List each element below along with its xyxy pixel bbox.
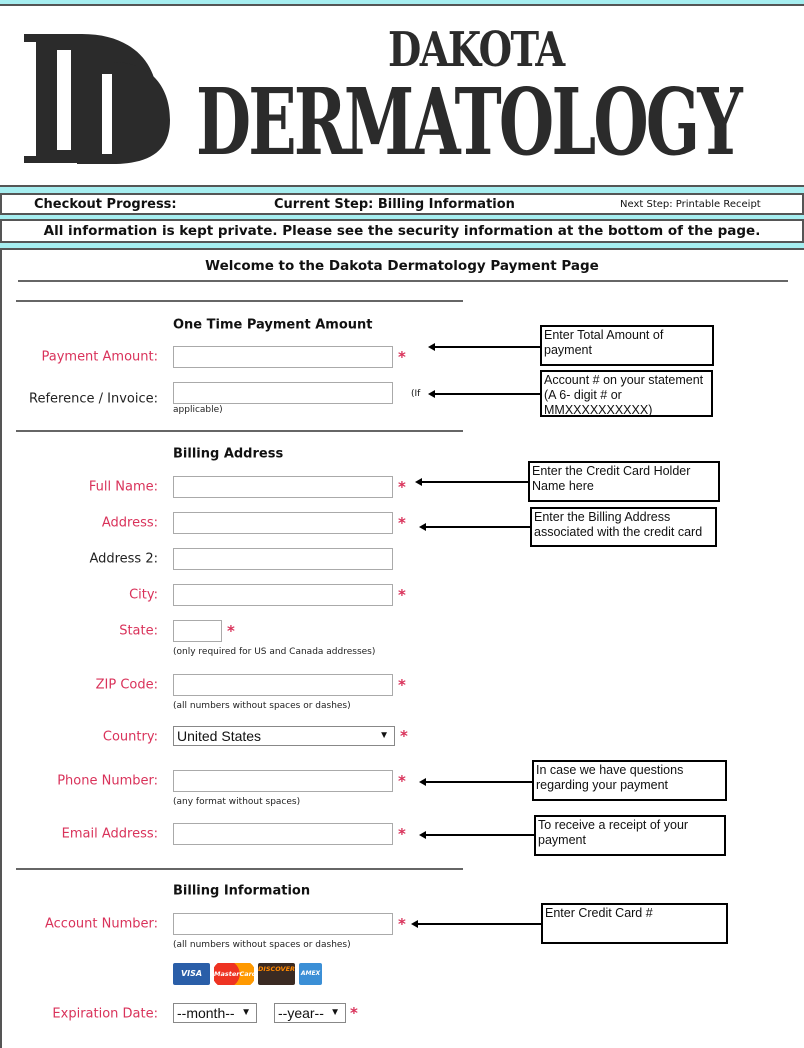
state-hint: (only required for US and Canada addresses): [173, 647, 376, 657]
phone-label: Phone Number:: [57, 773, 158, 789]
expiration-month-select[interactable]: [173, 1003, 257, 1023]
amex-card-icon: AMEX: [299, 963, 322, 985]
city-label: City:: [129, 587, 158, 603]
arrow-icon: [421, 834, 534, 836]
email-input[interactable]: [173, 823, 393, 845]
callout-reference: Account # on your statement (A 6- digit # or MMXXXXXXXXXX): [540, 370, 713, 417]
payment-amount-label: Payment Amount:: [41, 349, 158, 365]
dd-monogram-icon: [22, 28, 172, 168]
required-marker: *: [350, 1004, 358, 1022]
reference-input[interactable]: [173, 382, 393, 404]
required-marker: *: [400, 727, 408, 745]
section-divider: [16, 868, 463, 870]
full-name-input[interactable]: [173, 476, 393, 498]
country-label: Country:: [102, 729, 158, 745]
arrow-icon: [421, 526, 530, 528]
country-select[interactable]: [173, 726, 395, 746]
required-marker: *: [398, 915, 406, 933]
zip-hint: (all numbers without spaces or dashes): [173, 701, 351, 711]
next-step: Next Step: Printable Receipt: [620, 199, 761, 210]
callout-address: Enter the Billing Address associated with the credit card: [530, 507, 717, 547]
brand-line-2: DERMATOLOGY: [196, 68, 740, 176]
checkout-progress-bar: [0, 193, 804, 215]
full-name-label: Full Name:: [88, 479, 158, 495]
required-marker: *: [398, 478, 406, 496]
required-marker: *: [398, 514, 406, 532]
dropdown-arrow-icon: ▼: [330, 1007, 340, 1018]
arrow-icon: [430, 393, 540, 395]
reference-hint: (If: [411, 389, 421, 399]
account-number-input[interactable]: [173, 913, 393, 935]
section-heading-payment: One Time Payment Amount: [173, 317, 373, 333]
required-marker: *: [227, 622, 235, 640]
callout-phone: In case we have questions regarding your payment: [532, 760, 727, 801]
section-divider: [16, 430, 463, 432]
required-marker: *: [398, 772, 406, 790]
section-heading-billing: Billing Information: [173, 883, 311, 899]
required-marker: *: [398, 825, 406, 843]
required-marker: *: [398, 676, 406, 694]
welcome-title: Welcome to the Dakota Dermatology Payment Page: [205, 258, 599, 274]
expiration-year-select[interactable]: [274, 1003, 346, 1023]
address2-label: Address 2:: [89, 551, 158, 567]
discover-card-icon: DISCOVER: [258, 963, 295, 985]
dropdown-arrow-icon: ▼: [241, 1007, 251, 1018]
reference-label: Reference / Invoice:: [29, 391, 158, 407]
phone-input[interactable]: [173, 770, 393, 792]
privacy-notice: [0, 219, 804, 243]
reference-hint-2: applicable): [173, 405, 223, 415]
expiration-label: Expiration Date:: [52, 1006, 158, 1022]
section-heading-address: Billing Address: [173, 446, 284, 462]
required-marker: *: [398, 586, 406, 604]
visa-card-icon: VISA: [173, 963, 210, 985]
city-input[interactable]: [173, 584, 393, 606]
account-number-label: Account Number:: [45, 916, 158, 932]
address2-input[interactable]: [173, 548, 393, 570]
email-label: Email Address:: [61, 826, 158, 842]
required-marker: *: [398, 348, 406, 366]
callout-email: To receive a receipt of your payment: [534, 815, 726, 856]
callout-name: Enter the Credit Card Holder Name here: [528, 461, 720, 502]
arrow-icon: [413, 923, 541, 925]
zip-input[interactable]: [173, 674, 393, 696]
zip-label: ZIP Code:: [95, 677, 158, 693]
state-input[interactable]: [173, 620, 222, 642]
divider: [0, 4, 804, 6]
state-label: State:: [119, 623, 158, 639]
arrow-icon: [430, 346, 540, 348]
address-label: Address:: [101, 515, 158, 531]
address-input[interactable]: [173, 512, 393, 534]
current-step: Current Step: Billing Information: [274, 197, 515, 212]
mastercard-icon: MasterCard: [214, 963, 254, 985]
arrow-icon: [421, 781, 532, 783]
dropdown-arrow-icon: ▼: [379, 730, 389, 741]
progress-label: Checkout Progress:: [34, 197, 177, 212]
callout-payment: Enter Total Amount of payment: [540, 325, 714, 366]
brand-line-1: DAKOTA: [388, 22, 564, 78]
payment-amount-input[interactable]: [173, 346, 393, 368]
arrow-icon: [417, 481, 528, 483]
account-hint: (all numbers without spaces or dashes): [173, 940, 351, 950]
divider: [18, 280, 788, 282]
phone-hint: (any format without spaces): [173, 797, 301, 807]
privacy-text: All information is kept private. Please see the security information at the bottom of the page.: [43, 223, 761, 239]
month-value: --month--: [177, 1005, 235, 1021]
year-value: --year--: [278, 1005, 324, 1021]
callout-account: Enter Credit Card #: [541, 903, 728, 944]
logo: [22, 28, 172, 168]
country-value: United States: [177, 728, 262, 744]
section-divider: [16, 300, 463, 302]
